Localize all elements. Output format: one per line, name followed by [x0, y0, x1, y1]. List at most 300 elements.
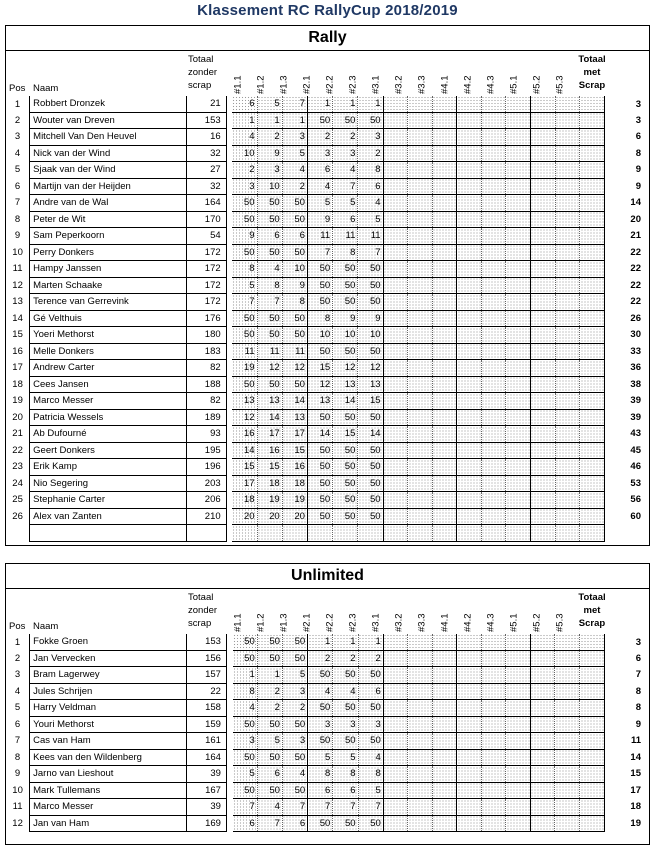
row-totaal-zonder: 157 — [187, 667, 227, 684]
row-score: 7 — [282, 799, 307, 816]
row-score: 8 — [282, 294, 307, 311]
header-totaal-met-line: Scrap — [578, 618, 606, 629]
row-score: 2 — [358, 145, 383, 162]
row-score — [555, 475, 580, 492]
header-round-label: #5.2 — [531, 75, 543, 94]
row-score — [457, 409, 482, 426]
table-row — [6, 525, 649, 542]
row-pos: 14 — [12, 312, 23, 324]
row-score — [457, 799, 482, 816]
row-name: Hampy Janssen — [30, 261, 187, 278]
table-row — [6, 409, 649, 426]
row-score: 4 — [308, 683, 333, 700]
row-pos: 3 — [14, 131, 21, 143]
table-row — [6, 261, 649, 278]
row-score: 50 — [358, 294, 383, 311]
row-score — [383, 310, 408, 327]
row-score: 4 — [257, 261, 282, 278]
row-pos: 10 — [12, 784, 23, 796]
table-row — [6, 508, 649, 525]
header-round-label: #4.1 — [439, 613, 451, 632]
row-score: 7 — [333, 178, 358, 195]
row-name: Bram Lagerwey — [30, 667, 187, 684]
row-score: 50 — [358, 261, 383, 278]
row-score: 1 — [333, 634, 358, 650]
row-score — [530, 508, 555, 525]
row-score — [506, 360, 531, 377]
row-score — [457, 294, 482, 311]
row-name: Jan van Ham — [30, 815, 187, 832]
row-score — [481, 667, 506, 684]
row-score — [580, 799, 605, 816]
row-score: 50 — [257, 749, 282, 766]
row-score: 1 — [358, 96, 383, 112]
row-score: 2 — [282, 700, 307, 717]
row-score — [457, 277, 482, 294]
row-name: Marco Messer — [30, 799, 187, 816]
row-score — [580, 716, 605, 733]
row-totaal-zonder: 172 — [186, 261, 226, 278]
row-score — [530, 327, 555, 344]
standings-table — [6, 634, 649, 832]
row-score — [580, 360, 605, 377]
row-pos: 1 — [14, 636, 21, 648]
row-score — [580, 749, 605, 766]
row-score: 5 — [257, 733, 282, 750]
row-name: Marten Schaake — [30, 277, 187, 294]
row-score — [432, 766, 457, 783]
row-score — [432, 459, 457, 476]
row-name: Jarno van Lieshout — [30, 766, 187, 783]
row-totaal-met: 18 — [630, 801, 641, 813]
row-score: 2 — [333, 129, 358, 146]
row-totaal-zonder: 153 — [187, 634, 227, 650]
row-score: 1 — [233, 667, 258, 684]
header-round-label: #2.3 — [347, 613, 359, 632]
row-score — [506, 459, 531, 476]
row-score — [555, 96, 580, 112]
row-score: 50 — [282, 244, 307, 261]
row-score — [506, 508, 531, 525]
row-score — [555, 766, 580, 783]
row-score: 15 — [257, 459, 282, 476]
row-score: 7 — [282, 96, 307, 112]
row-score — [555, 145, 580, 162]
header-totaal-met-line: met — [583, 67, 601, 78]
row-score — [432, 228, 457, 245]
row-score — [457, 228, 482, 245]
row-score — [555, 360, 580, 377]
row-score — [555, 525, 580, 542]
row-score — [432, 129, 457, 146]
header-round — [554, 60, 566, 94]
table-row — [6, 799, 649, 816]
row-score — [432, 360, 457, 377]
row-score: 3 — [333, 716, 358, 733]
row-score — [432, 815, 457, 832]
header-round-label: #3.3 — [416, 613, 428, 632]
row-score — [383, 650, 408, 667]
row-score — [408, 393, 433, 410]
row-name: Robbert Dronzek — [30, 96, 187, 112]
row-score — [530, 195, 555, 212]
row-score: 50 — [257, 782, 282, 799]
row-score — [457, 667, 482, 684]
row-score — [481, 244, 506, 261]
row-score — [383, 145, 408, 162]
row-score — [580, 525, 605, 542]
row-score — [457, 343, 482, 360]
row-score — [580, 667, 605, 684]
header-round — [255, 598, 267, 632]
row-pos: 12 — [12, 817, 23, 829]
table-row — [6, 733, 649, 750]
row-score — [408, 733, 433, 750]
row-totaal-met: 46 — [630, 461, 641, 473]
row-score — [481, 815, 506, 832]
row-score: 50 — [257, 376, 282, 393]
row-score: 4 — [233, 700, 258, 717]
row-score — [481, 112, 506, 129]
row-score: 16 — [282, 459, 307, 476]
row-name: Andre van de Wal — [30, 195, 187, 212]
row-score: 4 — [257, 799, 282, 816]
row-totaal-met: 53 — [630, 477, 641, 489]
row-score: 2 — [257, 129, 282, 146]
row-score: 50 — [358, 277, 383, 294]
row-score: 50 — [308, 700, 333, 717]
row-score: 50 — [307, 294, 332, 311]
row-score — [580, 96, 605, 112]
row-score: 50 — [307, 442, 332, 459]
row-score: 6 — [232, 96, 257, 112]
row-score: 4 — [358, 749, 383, 766]
header-totaal-zonder-line: scrap — [188, 80, 212, 91]
row-score: 15 — [232, 459, 257, 476]
table-row — [6, 700, 649, 717]
row-score — [383, 393, 408, 410]
row-score: 11 — [232, 343, 257, 360]
row-score — [408, 178, 433, 195]
row-score — [481, 508, 506, 525]
row-totaal-met: 39 — [630, 411, 641, 423]
row-totaal-zonder: 82 — [186, 360, 226, 377]
unlimited-section — [5, 563, 650, 845]
header-round — [370, 60, 382, 94]
row-score: 50 — [358, 459, 383, 476]
row-score — [580, 211, 605, 228]
row-name: Erik Kamp — [30, 459, 187, 476]
row-score: 6 — [333, 782, 358, 799]
row-score — [457, 815, 482, 832]
row-score — [530, 459, 555, 476]
row-score — [506, 327, 531, 344]
row-score: 50 — [233, 749, 258, 766]
header-round-label: #2.2 — [324, 613, 336, 632]
row-score — [432, 112, 457, 129]
row-score: 2 — [307, 129, 332, 146]
row-score — [530, 749, 555, 766]
row-totaal-met: 9 — [635, 180, 641, 192]
row-name: Gé Velthuis — [30, 310, 187, 327]
row-score — [481, 343, 506, 360]
table-row — [6, 294, 649, 311]
row-score — [432, 327, 457, 344]
header-totaal-met-line: Totaal — [578, 592, 606, 603]
header-round-label: #3.2 — [393, 613, 405, 632]
header-round-label: #3.2 — [393, 75, 405, 94]
row-pos: 13 — [12, 296, 23, 308]
row-score: 6 — [257, 228, 282, 245]
row-score — [333, 525, 358, 542]
row-score: 50 — [232, 195, 257, 212]
row-score: 10 — [257, 178, 282, 195]
row-score: 50 — [257, 195, 282, 212]
header-round — [462, 60, 474, 94]
row-totaal-met: 22 — [630, 279, 641, 291]
row-score: 50 — [257, 327, 282, 344]
row-name: Perry Donkers — [30, 244, 187, 261]
row-score: 3 — [307, 145, 332, 162]
row-score — [506, 475, 531, 492]
row-score — [506, 749, 531, 766]
row-score — [383, 228, 408, 245]
row-score — [408, 782, 433, 799]
row-score — [506, 343, 531, 360]
row-score — [580, 162, 605, 179]
row-score — [408, 327, 433, 344]
row-totaal-zonder: 21 — [186, 96, 226, 112]
row-score: 3 — [233, 733, 258, 750]
header-totaal-met-line: Totaal — [578, 54, 606, 65]
row-score — [481, 733, 506, 750]
header-round — [278, 598, 290, 632]
row-score: 50 — [282, 327, 307, 344]
row-totaal-met: 9 — [635, 718, 641, 730]
row-score — [530, 129, 555, 146]
table-row — [6, 310, 649, 327]
row-score — [358, 525, 383, 542]
row-score — [457, 211, 482, 228]
row-score: 50 — [358, 442, 383, 459]
row-score: 50 — [333, 343, 358, 360]
header-round-label: #2.1 — [301, 613, 313, 632]
row-score: 50 — [257, 650, 282, 667]
row-score — [383, 376, 408, 393]
row-score — [481, 409, 506, 426]
row-score — [383, 667, 408, 684]
row-score — [580, 782, 605, 799]
table-row — [6, 766, 649, 783]
row-name: Melle Donkers — [30, 343, 187, 360]
row-score — [408, 475, 433, 492]
header-round-label: #5.1 — [508, 75, 520, 94]
row-score — [555, 310, 580, 327]
row-score: 3 — [232, 178, 257, 195]
row-score — [506, 277, 531, 294]
row-score — [432, 145, 457, 162]
row-score: 6 — [358, 178, 383, 195]
row-name: Nick van der Wind — [30, 145, 187, 162]
row-score — [383, 343, 408, 360]
header-round — [439, 598, 451, 632]
row-score — [555, 112, 580, 129]
table-row — [6, 634, 649, 650]
row-score — [481, 634, 506, 650]
row-totaal-zonder: 161 — [187, 733, 227, 750]
row-score — [481, 294, 506, 311]
row-pos: 24 — [12, 477, 23, 489]
row-score: 6 — [282, 228, 307, 245]
header-round — [301, 60, 313, 94]
row-score — [580, 145, 605, 162]
row-totaal-zonder: 82 — [186, 393, 226, 410]
row-score — [580, 393, 605, 410]
row-score: 8 — [358, 162, 383, 179]
row-score: 10 — [307, 327, 332, 344]
row-name: Kees van den Wildenberg — [30, 749, 187, 766]
row-score — [530, 228, 555, 245]
row-score — [408, 700, 433, 717]
row-score — [530, 782, 555, 799]
row-score: 3 — [333, 145, 358, 162]
row-name — [30, 525, 187, 542]
row-totaal-zonder: 164 — [186, 195, 226, 212]
row-score — [408, 815, 433, 832]
header-round — [439, 60, 451, 94]
row-score: 5 — [233, 766, 258, 783]
row-score — [530, 162, 555, 179]
row-score — [383, 442, 408, 459]
row-score: 50 — [257, 716, 282, 733]
row-score: 12 — [333, 360, 358, 377]
row-score: 18 — [257, 475, 282, 492]
row-score — [555, 815, 580, 832]
row-score — [580, 294, 605, 311]
row-score — [432, 294, 457, 311]
row-score — [530, 244, 555, 261]
row-pos: 8 — [14, 213, 21, 225]
row-score — [383, 475, 408, 492]
row-score — [580, 228, 605, 245]
row-score — [432, 492, 457, 509]
row-score — [408, 409, 433, 426]
row-score — [457, 683, 482, 700]
row-score — [383, 492, 408, 509]
row-score: 17 — [282, 426, 307, 443]
row-totaal-zonder: 156 — [187, 650, 227, 667]
row-score — [383, 799, 408, 816]
header-totaal-zonder-line: zonder — [188, 67, 218, 78]
row-pos: 23 — [12, 461, 23, 473]
row-name: Alex van Zanten — [30, 508, 187, 525]
row-score: 6 — [307, 162, 332, 179]
header-round — [370, 598, 382, 632]
table-row — [6, 667, 649, 684]
table-row — [6, 145, 649, 162]
row-score: 1 — [307, 96, 332, 112]
row-score — [580, 277, 605, 294]
table-row — [6, 650, 649, 667]
row-score: 5 — [333, 749, 358, 766]
row-score — [481, 96, 506, 112]
row-score — [580, 261, 605, 278]
row-score — [257, 525, 282, 542]
row-score — [383, 129, 408, 146]
row-score — [506, 228, 531, 245]
row-score: 9 — [358, 310, 383, 327]
row-score — [555, 211, 580, 228]
row-score — [506, 700, 531, 717]
column-header-row — [6, 589, 649, 634]
row-score — [481, 228, 506, 245]
row-totaal-met: 21 — [630, 230, 641, 242]
section-title: Rally — [6, 26, 649, 51]
row-score — [432, 409, 457, 426]
row-score — [580, 195, 605, 212]
header-round-label: #1.2 — [255, 613, 267, 632]
row-score: 3 — [308, 716, 333, 733]
header-round — [554, 598, 566, 632]
row-totaal-met: 60 — [630, 510, 641, 522]
row-totaal-zonder: 22 — [187, 683, 227, 700]
row-score: 2 — [282, 178, 307, 195]
row-name: Peter de Wit — [30, 211, 187, 228]
row-pos: 20 — [12, 411, 23, 423]
table-row — [6, 96, 649, 112]
row-totaal-met: 17 — [630, 784, 641, 796]
row-score — [383, 195, 408, 212]
table-row — [6, 716, 649, 733]
header-round-label: #5.3 — [554, 613, 566, 632]
row-score: 50 — [233, 782, 258, 799]
row-score: 50 — [358, 343, 383, 360]
row-score — [481, 442, 506, 459]
row-name: Mitchell Van Den Heuvel — [30, 129, 187, 146]
row-totaal-met: 14 — [630, 197, 641, 209]
row-score — [432, 277, 457, 294]
row-score — [432, 195, 457, 212]
row-score — [383, 211, 408, 228]
row-score: 15 — [358, 393, 383, 410]
row-score: 8 — [233, 683, 258, 700]
table-row — [6, 112, 649, 129]
row-score — [530, 475, 555, 492]
row-score — [506, 782, 531, 799]
row-score — [530, 112, 555, 129]
row-score — [506, 733, 531, 750]
row-score — [506, 766, 531, 783]
row-score — [530, 178, 555, 195]
row-score — [580, 475, 605, 492]
row-score: 50 — [307, 508, 332, 525]
row-score — [408, 195, 433, 212]
row-score — [506, 409, 531, 426]
row-score — [580, 426, 605, 443]
row-score — [481, 277, 506, 294]
header-totaal-met-scrap — [574, 591, 610, 630]
row-score — [408, 343, 433, 360]
row-totaal-zonder: 176 — [186, 310, 226, 327]
header-round-label: #5.1 — [508, 613, 520, 632]
row-score: 50 — [333, 409, 358, 426]
row-score: 50 — [282, 634, 307, 650]
row-score: 14 — [333, 393, 358, 410]
row-score — [555, 376, 580, 393]
row-score — [432, 376, 457, 393]
row-score — [530, 261, 555, 278]
row-pos: 15 — [12, 329, 23, 341]
